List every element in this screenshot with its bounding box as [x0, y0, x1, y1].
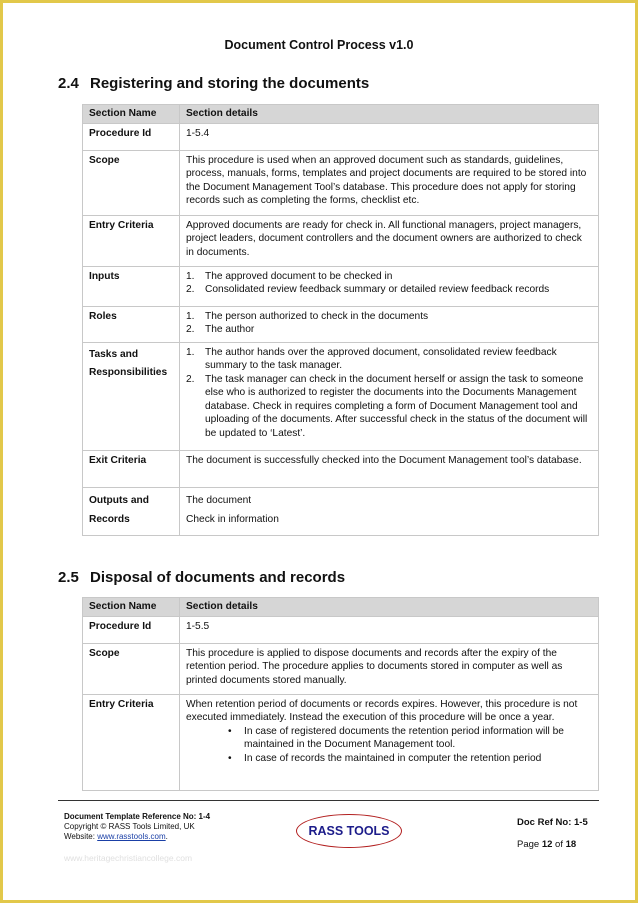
procedure-table-2-5 — [82, 597, 599, 791]
row-value: 1-5.4 — [180, 123, 599, 150]
table-row — [83, 616, 599, 643]
list-item — [186, 310, 592, 324]
page-current: 12 — [541, 839, 553, 850]
table-row — [83, 694, 599, 790]
row-value — [180, 342, 599, 450]
website-link[interactable]: www.rasstools.com — [97, 832, 166, 841]
numbered-list — [186, 270, 592, 297]
table-row — [83, 342, 599, 450]
numbered-list — [186, 310, 592, 337]
footer-divider — [58, 800, 599, 801]
footer-right — [517, 812, 588, 856]
bullet-icon: • — [228, 752, 232, 764]
list-item — [186, 346, 592, 373]
procedure-table-2-4 — [82, 104, 599, 536]
header-section-details: Section details — [180, 105, 599, 124]
header-section-name: Section Name — [83, 598, 180, 617]
list-text: Consolidated review feedback summary or detailed review feedback records — [205, 284, 550, 295]
header-section-name: Section Name — [83, 105, 180, 124]
section-number: 2.4 — [58, 75, 79, 92]
row-value — [180, 694, 599, 790]
table-row — [83, 266, 599, 306]
list-item — [186, 323, 592, 337]
row-value-line: Check in information — [186, 513, 279, 525]
row-label: Procedure Id — [83, 616, 180, 643]
page-total: 18 — [565, 839, 577, 850]
list-text: The approved document to be checked in — [205, 270, 393, 282]
section-title: Registering and storing the documents — [90, 75, 370, 92]
row-label: Inputs — [83, 266, 180, 306]
row-value: This procedure is used when an approved document such as standards, guidelines, process, manuals, forms, templates and project documents are required to be stored into the Document Management Tool’s database. This procedure does not apply for storing records such as completing the forms, checklist etc. — [180, 150, 599, 215]
list-text: The person authorized to check in the documents — [205, 310, 429, 322]
row-value: This procedure is applied to dispose documents and records after the expiry of the retention period. The procedure applies to documents stored in computer as well as printed documents stored manually. — [180, 643, 599, 694]
list-text: In case of records the maintained in computer the retention period — [244, 752, 542, 764]
list-text: The author hands over the approved document, consolidated review feedback summary to the task manager. — [205, 346, 557, 371]
template-reference: Document Template Reference No: 1-4 — [64, 812, 211, 821]
table-row — [83, 487, 599, 535]
row-label: Scope — [83, 150, 180, 215]
document-title: Document Control Process v1.0 — [224, 38, 414, 52]
row-label-line: Records — [89, 513, 130, 525]
row-value-line: The document — [186, 494, 252, 506]
website-label: Website: — [64, 832, 98, 841]
table-row — [83, 643, 599, 694]
page-number — [517, 834, 588, 856]
bullet-icon: • — [228, 725, 232, 737]
row-label: Roles — [83, 306, 180, 342]
row-label: Exit Criteria — [83, 450, 180, 487]
list-number: 1. — [186, 270, 195, 282]
list-number: 1. — [186, 346, 195, 358]
website-line — [64, 832, 210, 842]
row-value: Approved documents are ready for check in. All functional managers, project managers, project leaders, document controllers and the document owners are authorized to check in documents. — [180, 215, 599, 266]
row-value — [180, 266, 599, 306]
bullet-list — [186, 725, 592, 766]
copyright: Copyright © RASS Tools Limited, UK — [64, 822, 195, 831]
row-value — [180, 487, 599, 535]
row-label: Procedure Id — [83, 123, 180, 150]
rass-tools-logo: RASS TOOLS — [296, 814, 402, 848]
table-header-row — [83, 105, 599, 124]
numbered-list — [186, 346, 592, 441]
row-label: Entry Criteria — [83, 215, 180, 266]
row-value — [180, 306, 599, 342]
website-suffix: . — [165, 832, 168, 841]
section-heading-2-4 — [58, 75, 369, 92]
watermark: www.heritagechristiancollege.com — [64, 853, 193, 863]
table-row — [83, 306, 599, 342]
list-item — [186, 752, 592, 766]
row-value: The document is successfully checked into the Document Management tool’s database. — [180, 450, 599, 487]
section-heading-2-5 — [58, 569, 345, 586]
list-text: In case of registered documents the retention period information will be maintained in the Document Management tool. — [244, 725, 564, 750]
row-value: 1-5.5 — [180, 616, 599, 643]
row-label-line: Responsibilities — [89, 366, 168, 378]
list-item — [186, 725, 592, 752]
footer-left — [64, 812, 210, 842]
list-item — [186, 270, 592, 284]
list-number: 2. — [186, 373, 195, 385]
section-title: Disposal of documents and records — [90, 569, 346, 586]
row-label — [83, 487, 180, 535]
row-value-text: When retention period of documents or records expires. However, this procedure is not executed immediately. Instead the execution of this procedure will be once a year. — [186, 698, 578, 723]
list-text: The task manager can check in the document herself or assign the task to someone else who is authorized to register the documents into the Documents Management database. Check in requires completing a form of Document Management tool and uploading of the documents. After successful check in the status of the document will be updated to ‘Latest’. — [205, 373, 588, 439]
doc-ref: Doc Ref No: 1-5 — [517, 817, 588, 828]
header-section-details: Section details — [180, 598, 599, 617]
list-item — [186, 283, 592, 297]
page-of: of — [552, 839, 566, 850]
list-number: 1. — [186, 310, 195, 322]
page-label: Page — [517, 839, 542, 850]
list-text: The author — [205, 324, 255, 335]
section-number: 2.5 — [58, 569, 79, 586]
row-label — [83, 342, 180, 450]
row-label: Scope — [83, 643, 180, 694]
row-label-line: Outputs and — [89, 494, 149, 506]
row-label-line: Tasks and — [89, 348, 139, 360]
table-row — [83, 450, 599, 487]
table-row — [83, 215, 599, 266]
row-label: Entry Criteria — [83, 694, 180, 790]
table-row — [83, 150, 599, 215]
list-number: 2. — [186, 284, 195, 295]
table-row — [83, 123, 599, 150]
list-number: 2. — [186, 324, 195, 335]
list-item — [186, 373, 592, 441]
table-header-row — [83, 598, 599, 617]
